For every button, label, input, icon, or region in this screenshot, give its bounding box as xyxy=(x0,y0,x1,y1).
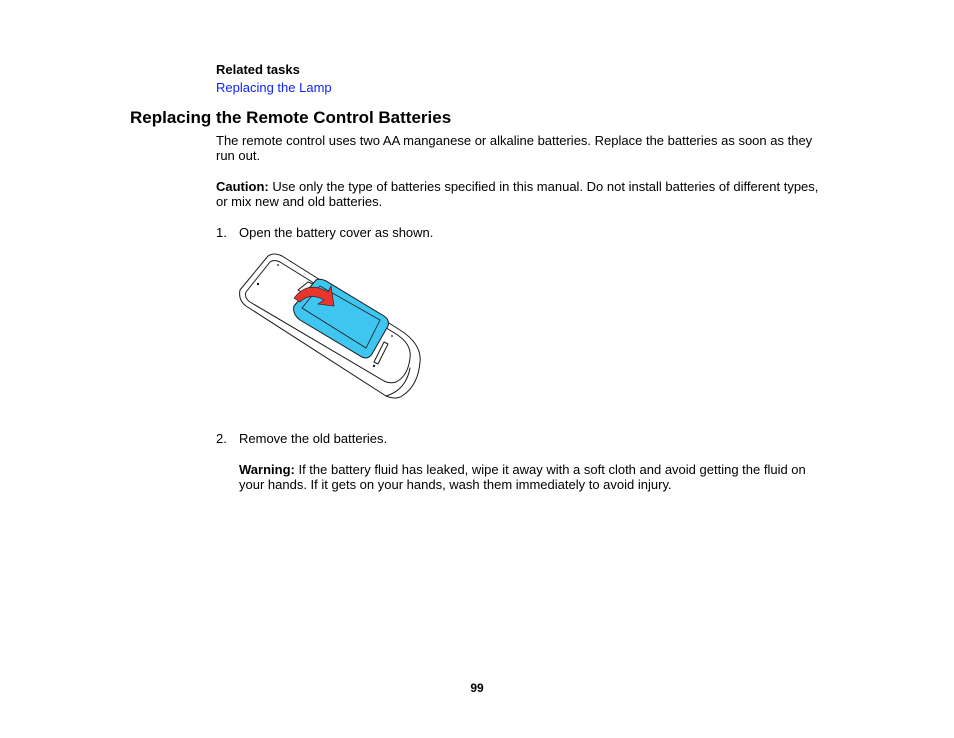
indicator-dot xyxy=(277,264,279,266)
warning-paragraph xyxy=(239,462,829,492)
step-1 xyxy=(216,225,433,240)
step-text: Open the battery cover as shown. xyxy=(239,225,434,240)
step-number: 1. xyxy=(216,225,227,240)
remote-control-battery-cover-figure xyxy=(236,250,426,400)
intro-paragraph: The remote control uses two AA manganese or alkaline batteries. Replace the batteries as soon as they run out. xyxy=(216,133,813,163)
caution-paragraph xyxy=(216,179,828,209)
caution-text: Use only the type of batteries specified in this manual. Do not install batteries of different types, or mix new and old batteries. xyxy=(216,179,819,209)
indicator-dot xyxy=(373,365,375,367)
page-number: 99 xyxy=(470,681,484,695)
caution-label: Caution: xyxy=(216,179,269,194)
remote-control-illustration xyxy=(236,250,426,400)
step-number: 2. xyxy=(216,431,227,446)
indicator-dot xyxy=(257,283,259,285)
indicator-dot xyxy=(391,335,393,337)
warning-text: If the battery fluid has leaked, wipe it away with a soft cloth and avoid getting the fluid on your hands. If it gets on your hands, wash them immediately to avoid injury. xyxy=(239,462,806,492)
section-title: Replacing the Remote Control Batteries xyxy=(130,108,452,127)
replacing-the-lamp-link[interactable]: Replacing the Lamp xyxy=(216,80,332,95)
related-tasks-heading: Related tasks xyxy=(216,62,300,77)
warning-label: Warning: xyxy=(239,462,295,477)
step-2 xyxy=(216,431,387,446)
step-text: Remove the old batteries. xyxy=(239,431,388,446)
